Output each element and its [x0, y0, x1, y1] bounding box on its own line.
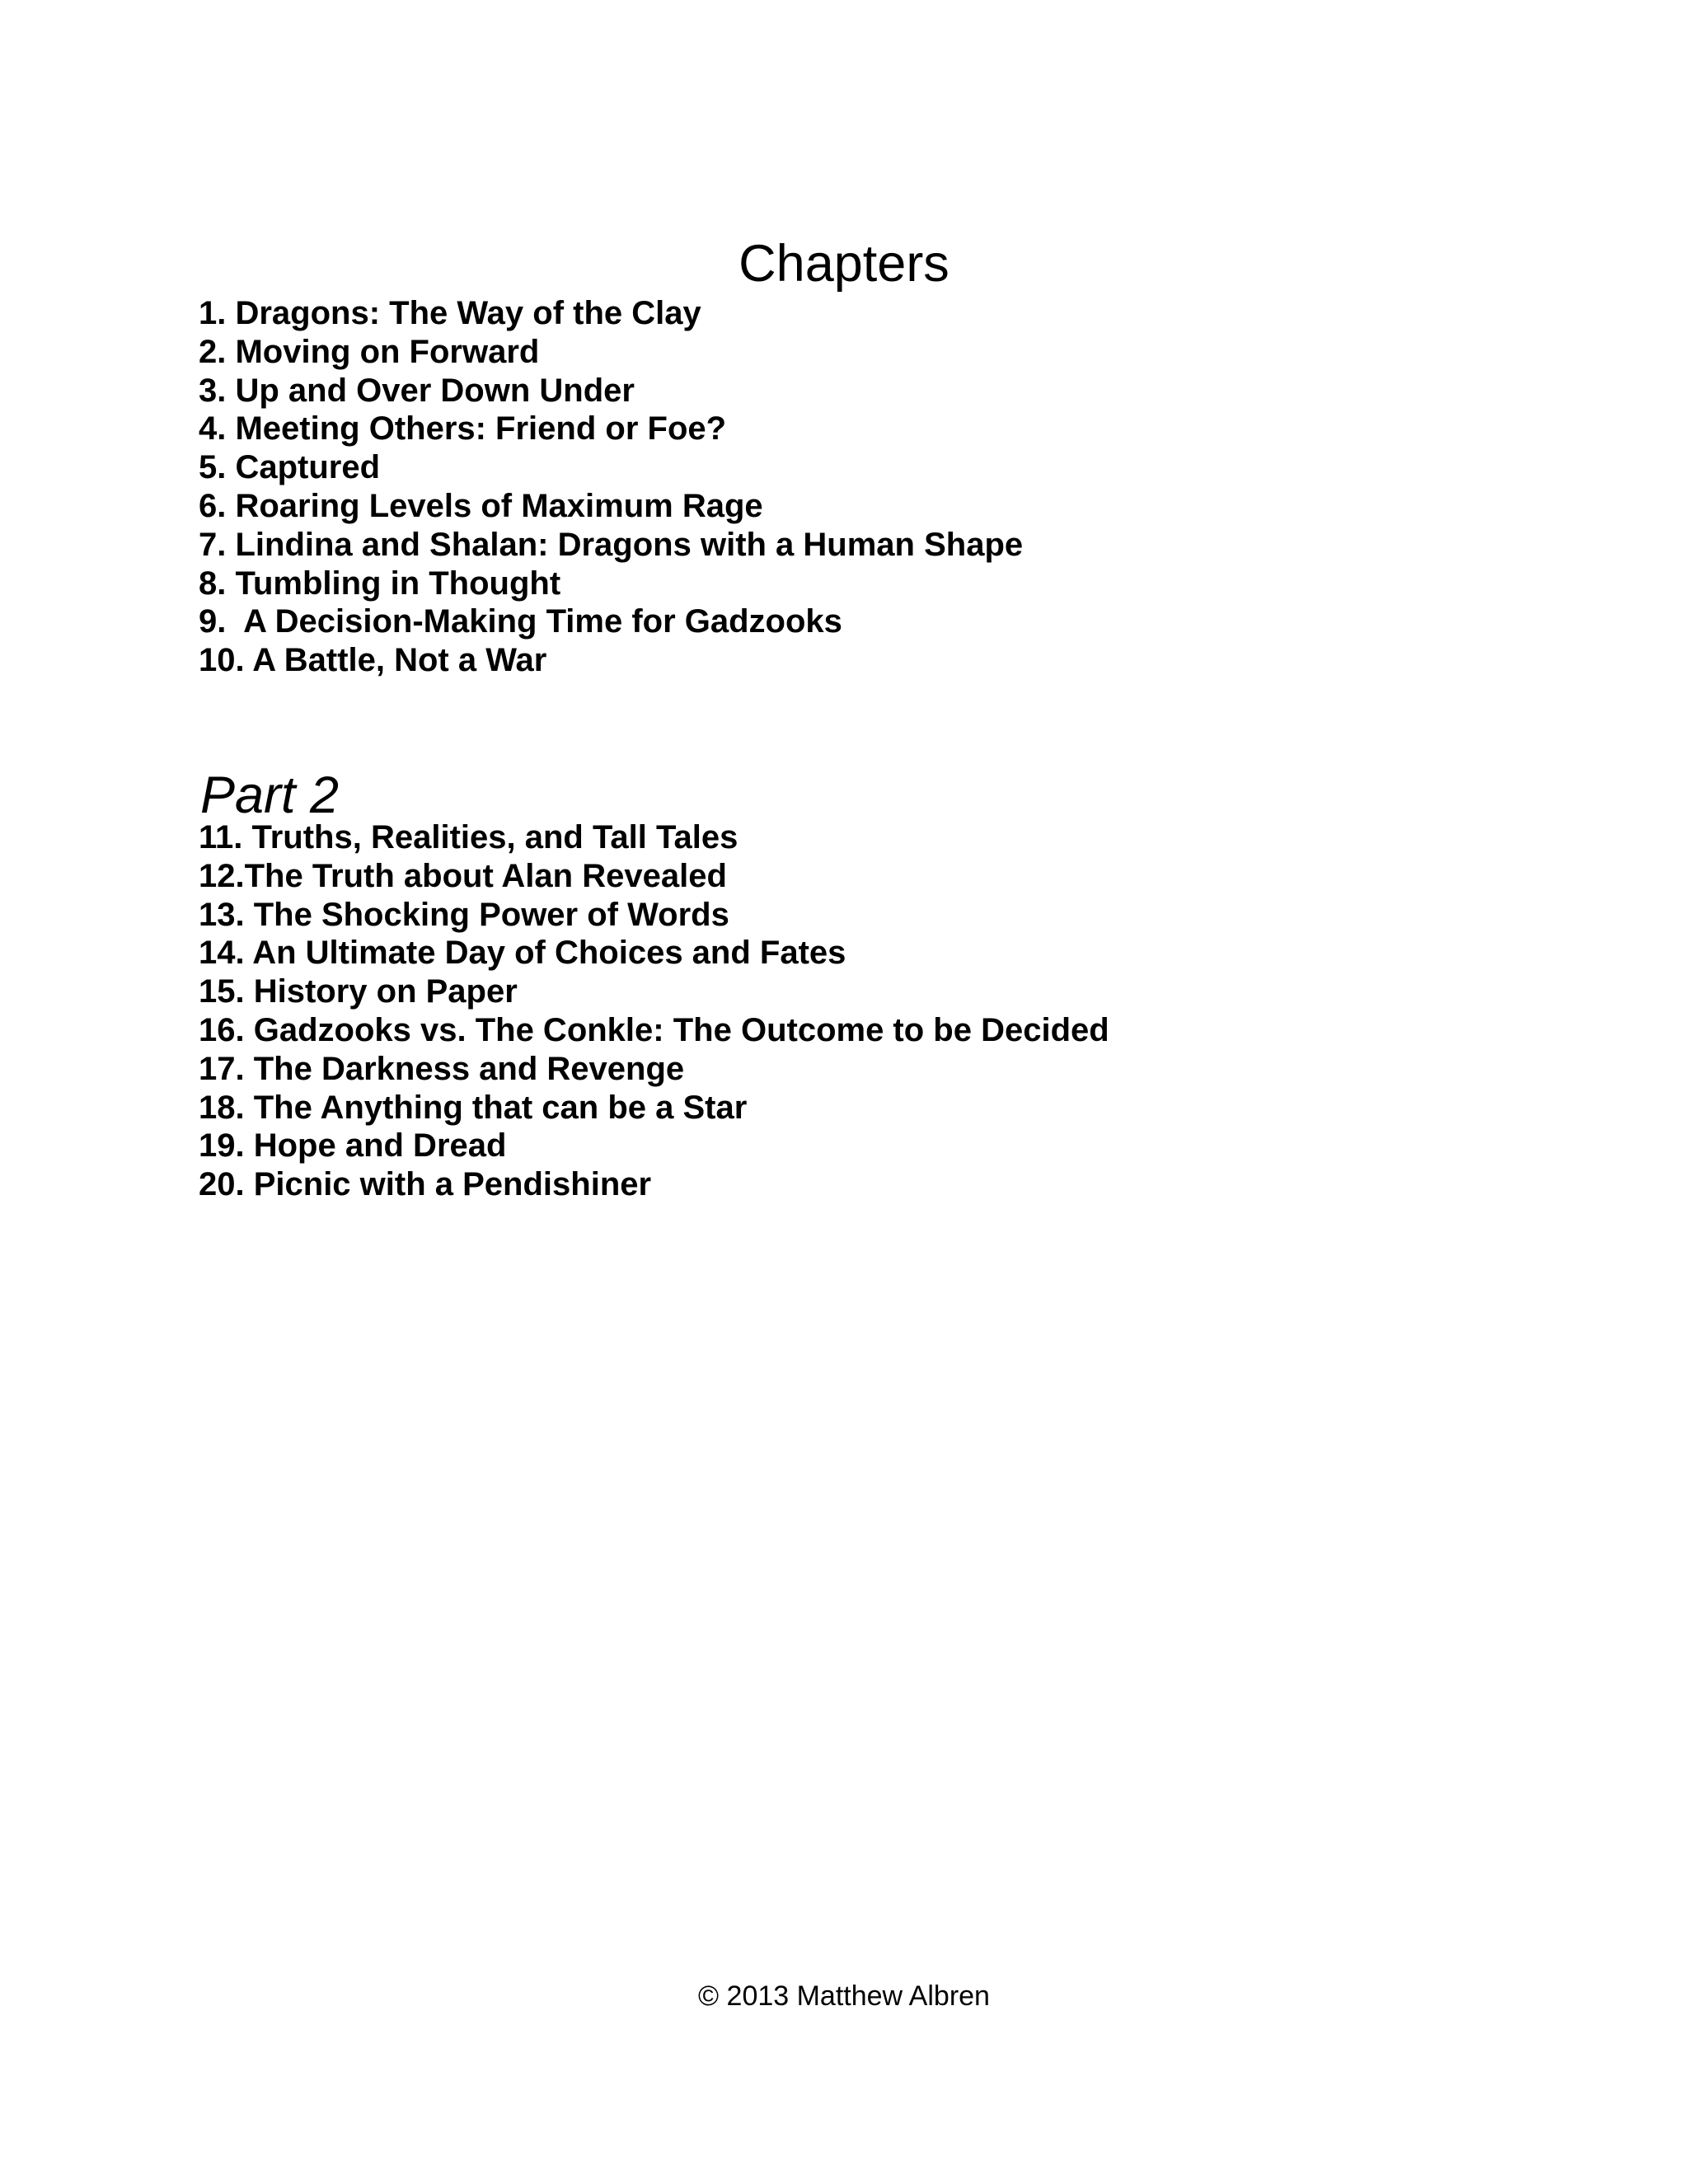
part-2-heading: Part 2: [200, 766, 340, 825]
chapter-item: 1. Dragons: The Way of the Clay: [199, 295, 701, 331]
copyright-notice: © 2013 Matthew Albren: [698, 1980, 990, 2012]
chapter-item: 5. Captured: [199, 449, 381, 486]
chapter-item: 16. Gadzooks vs. The Conkle: The Outcome to be Decided: [199, 1011, 1109, 1048]
chapter-item: 6. Roaring Levels of Maximum Rage: [199, 487, 763, 524]
chapter-item: 15. History on Paper: [199, 973, 518, 1010]
chapter-item: 8. Tumbling in Thought: [199, 565, 561, 602]
chapter-item: 12.The Truth about Alan Revealed: [199, 857, 727, 894]
chapter-item: 20. Picnic with a Pendishiner: [199, 1166, 652, 1203]
chapter-list-part-2: [199, 818, 1109, 1204]
chapter-item: 14. An Ultimate Day of Choices and Fates: [199, 935, 846, 972]
chapter-item: 10. A Battle, Not a War: [199, 642, 547, 679]
chapter-item: 4. Meeting Others: Friend or Foe?: [199, 410, 727, 448]
chapter-item: 17. The Darkness and Revenge: [199, 1050, 685, 1087]
chapter-item: 18. The Anything that can be a Star: [199, 1089, 748, 1126]
chapter-item: 9. A Decision-Making Time for Gadzooks: [199, 603, 842, 640]
chapter-item: 13. The Shocking Power of Words: [199, 896, 729, 933]
chapter-item: 2. Moving on Forward: [199, 333, 540, 370]
chapter-item: 11. Truths, Realities, and Tall Tales: [199, 819, 738, 855]
page-title: Chapters: [738, 235, 950, 293]
chapter-item: 7. Lindina and Shalan: Dragons with a Human Shape: [199, 526, 1024, 563]
chapter-item: 19. Hope and Dread: [199, 1127, 507, 1165]
chapter-list-part-1: [199, 294, 1023, 680]
chapter-item: 3. Up and Over Down Under: [199, 372, 635, 409]
